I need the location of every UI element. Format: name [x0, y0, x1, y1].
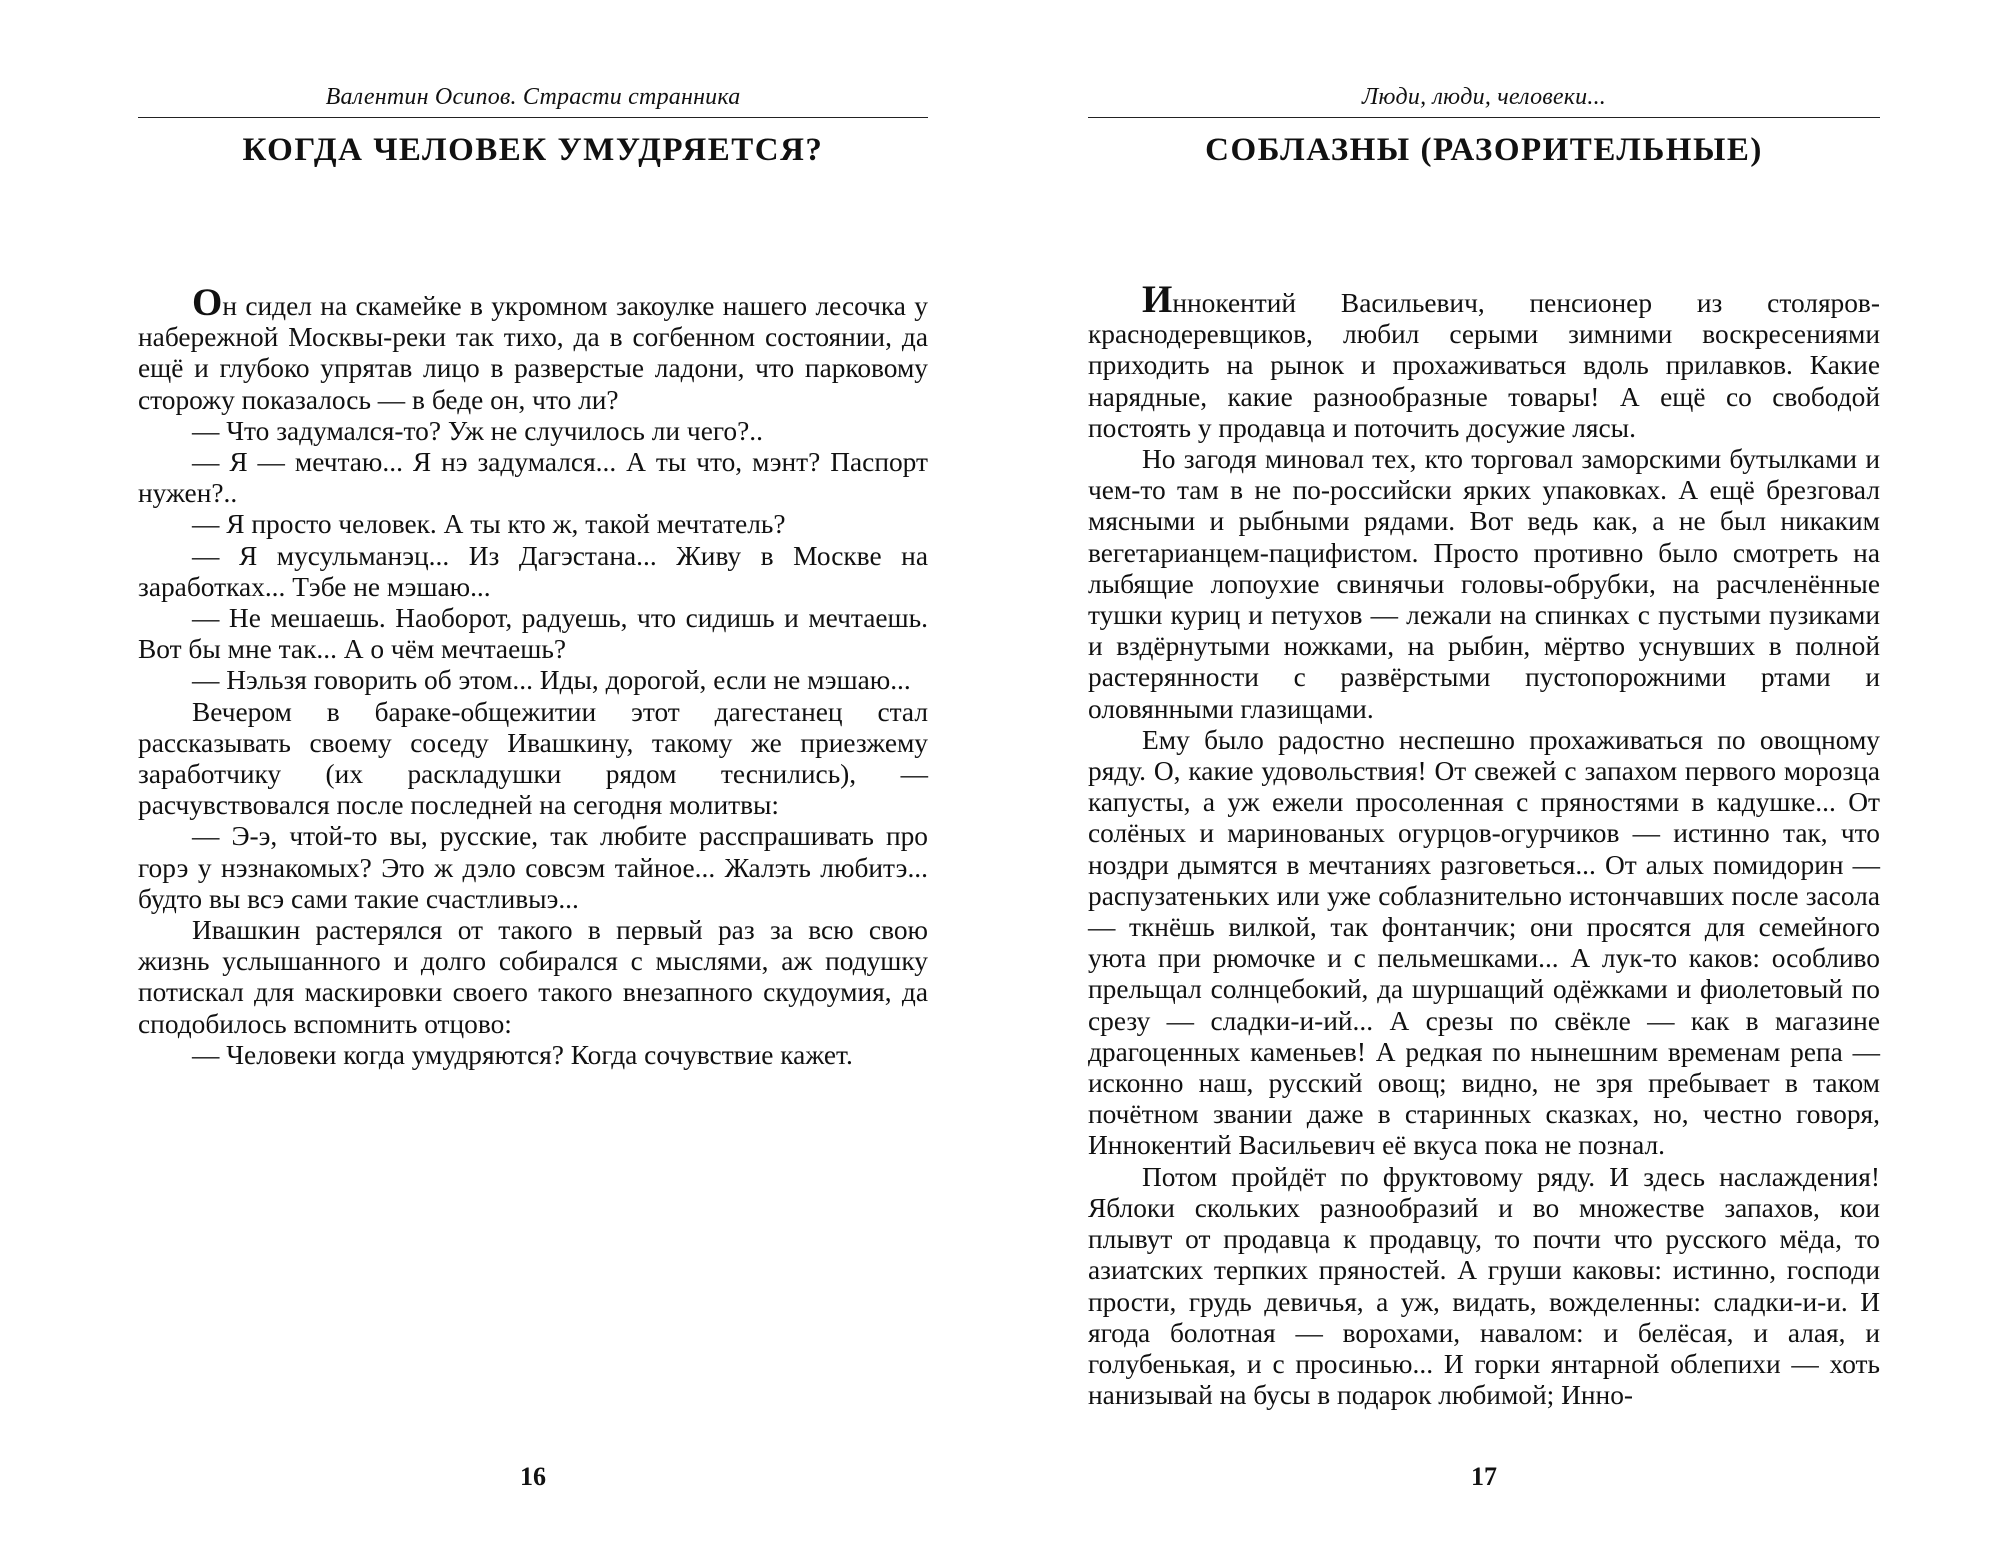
paragraph: Но загодя миновал тех, кто торговал заморскими бутылками и чем-то там в не по-российски ярких упаковках. А ещё брезговал мясными и рыбными рядами. Вот ведь как, а не был никаким вегетарианцем-пацифистом. Просто противно было смотреть на лыбящие лопоухие свинячьи головы-обрубки, на расчленённые тушки куриц и петухов — лежали на спинках с пустыми пузиками и вздёрнутыми ножками, на рыбин, мёртво уснувших в полной растерянности с развёрстыми пустопорожними ртами и оловянными глазищами. [1088, 444, 1880, 724]
drop-cap: О [192, 281, 223, 324]
paragraph [138, 281, 928, 416]
head-rule-right [1088, 117, 1880, 118]
chapter-title-right: СОБЛАЗНЫ (РАЗОРИТЕЛЬНЫЕ) [1205, 132, 1763, 168]
paragraph-text: ннокентий Васильевич, пенсионер из столяров-краснодеревщиков, любил серыми зимними воскресениями приходить на рынок и прохаживаться вдоль прилавков. Какие нарядные, какие разнообразные товары! А ещё со свободой постоять у продавца и поточить досужие лясы. [1088, 288, 1880, 443]
paragraph: Потом пройдёт по фруктовому ряду. И здесь наслаждения! Яблоки скольких разнообразий и во множестве запахов, кои плывут от продавца к продавцу, то почти что русского мёда, то азиатских терпких пряностей. А груши каковы: истинно, господи прости, грудь девичья, а уж, видать, вожделенны: сладки-и-и. И ягода болотная — ворохами, навалом: и белёсая, и алая, и голубенькая, и с просинью... И горки янтарной облепихи — хоть нанизывай на бусы в подарок любимой; Инно- [1088, 1161, 1880, 1411]
paragraph-text: н сидел на скамейке в укромном закоулке нашего лесочка у набережной Москвы-реки так тихо, да в согбенном состоянии, да ещё и глубоко упрятав лицо в разверстые ладони, что парковому сторожу показалось — в беде он, что ли? [138, 291, 928, 415]
paragraph: — Я просто человек. А ты кто ж, такой мечтатель? [192, 509, 786, 540]
drop-cap: И [1142, 278, 1173, 321]
right-page [1088, 0, 1880, 1568]
paragraph: — Я мусульманэц... Из Дагэстана... Живу в Москве на заработках... Тэбе не мэшаю... [138, 540, 928, 602]
paragraph: — Человеки когда умудряются? Когда сочувствие кажет. [192, 1039, 853, 1070]
paragraph: — Что задумался-то? Уж не случилось ли чего?.. [192, 415, 763, 446]
paragraph: — Нэльзя говорить об этом... Иды, дорогой, если не мэшаю... [192, 665, 911, 696]
chapter-title-left: КОГДА ЧЕЛОВЕК УМУДРЯЕТСЯ? [242, 132, 824, 168]
paragraph: — Не мешаешь. Наоборот, радуешь, что сидишь и мечтаешь. Вот бы мне так... А о чём мечтаешь? [138, 603, 928, 665]
paragraph: — Э-э, чтой-то вы, русские, так любите расспрашивать про горэ у нэзнакомых? Это ж дэло совсэм тайное... Жалэть любитэ... будто вы всэ сами такие счастливыэ... [138, 821, 928, 914]
body-text-left [138, 281, 928, 1071]
paragraph: Ивашкин растерялся от такого в первый раз за всю свою жизнь услышанного и долго собирался с мыслями, аж подушку потискал для маскировки своего такого внезапного скудоумия, да сподобилось вспомнить отцово: [138, 915, 928, 1039]
page-number-right: 17 [1471, 1462, 1497, 1491]
paragraph: — Я — мечтаю... Я нэ задумался... А ты что, мэнт? Паспорт нужен?.. [138, 447, 928, 509]
left-page [138, 0, 928, 1568]
paragraph: Вечером в бараке-общежитии этот дагестанец стал рассказывать своему соседу Ивашкину, такому же приезжему заработчику (их раскладушки рядом теснились), — расчувствовался после последней на сегодня молитвы: [138, 696, 928, 821]
head-rule-left [138, 117, 928, 118]
running-head-right: Люди, люди, человеки... [1361, 84, 1606, 110]
paragraph [1088, 278, 1880, 444]
body-text-right [1088, 278, 1880, 1411]
paragraph: Ему было радостно неспешно прохаживаться по овощному ряду. О, какие удовольствия! От свежей с запахом первого морозца капусты, а уж ежели просоленная с пряностями в кадушке... От солёных и маринованых огурцов-огурчиков — истинно так, что ноздри дымятся в мечтаниях разговеться... От алых помидорин — распузатеньких или уже соблазнительно истончавших после засола — ткнёшь вилкой, так фонтанчик; они просятся для семейного уюта при рюмочке и с пельмешками... А лук-то каков: особливо прельщал солнцебокий, да шуршащий одёжками и фиолетовый по срезу — сладки-и-ий... А срезы по свёкле — как в магазине драгоценных каменьев! А редкая по нынешним временам репа — исконно наш, русский овощ; видно, не зря пребывает в таком почётном звании даже в старинных сказках, но, честно говоря, Иннокентий Васильевич её вкуса пока не познал. [1088, 724, 1880, 1161]
running-head-left: Валентин Осипов. Страсти странника [325, 84, 741, 110]
page-number-left: 16 [520, 1462, 546, 1491]
